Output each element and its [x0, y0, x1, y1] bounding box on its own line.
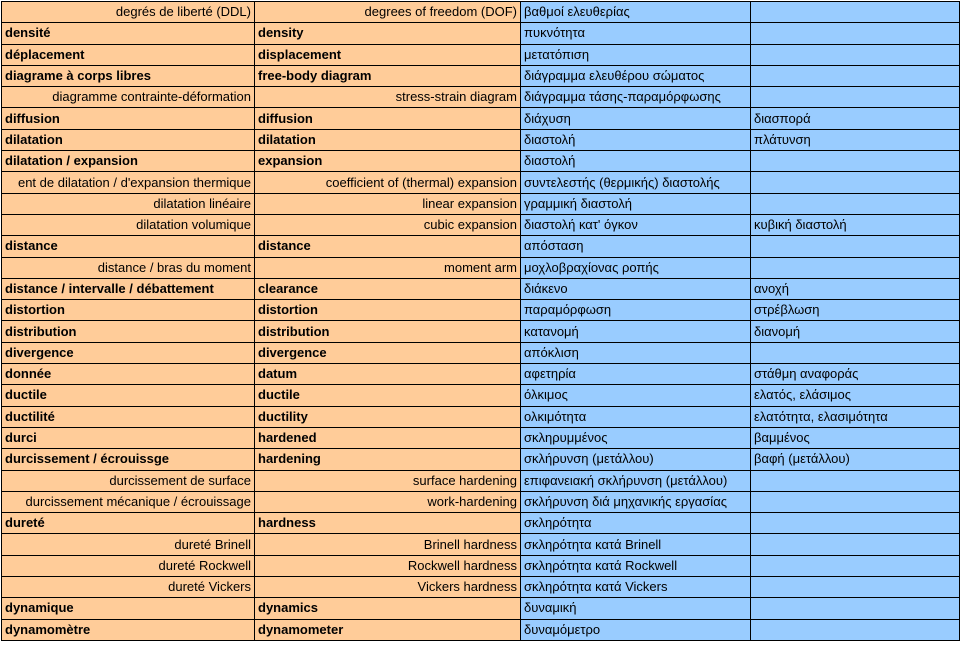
- french-term-cell: densité: [2, 23, 255, 44]
- table-row: [2, 44, 960, 65]
- english-term-cell: hardened: [255, 427, 521, 448]
- table-row: [2, 151, 960, 172]
- greek-term-cell: διάκενο: [521, 278, 751, 299]
- french-term-cell: diffusion: [2, 108, 255, 129]
- french-term-cell: durcissement / écrouissge: [2, 449, 255, 470]
- french-term-cell: dynamique: [2, 598, 255, 619]
- greek-alt-term-cell: [751, 193, 960, 214]
- greek-term-cell: απόκλιση: [521, 342, 751, 363]
- english-term-cell: surface hardening: [255, 470, 521, 491]
- english-term-cell: degrees of freedom (DOF): [255, 2, 521, 23]
- greek-term-cell: σκληρυμμένος: [521, 427, 751, 448]
- greek-term-cell: ολκιμότητα: [521, 406, 751, 427]
- table-row: [2, 278, 960, 299]
- greek-alt-term-cell: [751, 2, 960, 23]
- french-term-cell: dilatation linéaire: [2, 193, 255, 214]
- table-row: [2, 619, 960, 640]
- french-term-cell: divergence: [2, 342, 255, 363]
- greek-alt-term-cell: στάθμη αναφοράς: [751, 364, 960, 385]
- table-row: [2, 129, 960, 150]
- table-row: [2, 513, 960, 534]
- english-term-cell: cubic expansion: [255, 214, 521, 235]
- french-term-cell: distance: [2, 236, 255, 257]
- table-row: [2, 193, 960, 214]
- french-term-cell: distortion: [2, 300, 255, 321]
- english-term-cell: dynamometer: [255, 619, 521, 640]
- greek-alt-term-cell: διανομή: [751, 321, 960, 342]
- greek-term-cell: σκληρότητα: [521, 513, 751, 534]
- greek-alt-term-cell: ελατός, ελάσιμος: [751, 385, 960, 406]
- english-term-cell: work-hardening: [255, 491, 521, 512]
- greek-term-cell: δυναμόμετρο: [521, 619, 751, 640]
- table-row: [2, 577, 960, 598]
- greek-term-cell: διάχυση: [521, 108, 751, 129]
- greek-term-cell: δυναμική: [521, 598, 751, 619]
- greek-term-cell: αφετηρία: [521, 364, 751, 385]
- greek-alt-term-cell: κυβική διαστολή: [751, 214, 960, 235]
- english-term-cell: datum: [255, 364, 521, 385]
- french-term-cell: durci: [2, 427, 255, 448]
- greek-alt-term-cell: [751, 23, 960, 44]
- greek-alt-term-cell: [751, 598, 960, 619]
- english-term-cell: linear expansion: [255, 193, 521, 214]
- english-term-cell: coefficient of (thermal) expansion: [255, 172, 521, 193]
- table-row: [2, 470, 960, 491]
- french-term-cell: durcissement de surface: [2, 470, 255, 491]
- greek-alt-term-cell: ελατότητα, ελασιμότητα: [751, 406, 960, 427]
- french-term-cell: ductilité: [2, 406, 255, 427]
- greek-alt-term-cell: [751, 342, 960, 363]
- greek-alt-term-cell: [751, 44, 960, 65]
- greek-term-cell: μοχλοβραχίονας ροπής: [521, 257, 751, 278]
- greek-term-cell: απόσταση: [521, 236, 751, 257]
- french-term-cell: durcissement mécanique / écrouissage: [2, 491, 255, 512]
- greek-alt-term-cell: [751, 172, 960, 193]
- french-term-cell: donnée: [2, 364, 255, 385]
- table-row: [2, 236, 960, 257]
- table-row: [2, 364, 960, 385]
- french-term-cell: dilatation / expansion: [2, 151, 255, 172]
- glossary-body: [2, 2, 960, 641]
- table-row: [2, 449, 960, 470]
- greek-alt-term-cell: βαφή (μετάλλου): [751, 449, 960, 470]
- french-term-cell: dureté Vickers: [2, 577, 255, 598]
- english-term-cell: divergence: [255, 342, 521, 363]
- greek-term-cell: μετατόπιση: [521, 44, 751, 65]
- greek-term-cell: σκληρότητα κατά Vickers: [521, 577, 751, 598]
- greek-term-cell: όλκιμος: [521, 385, 751, 406]
- french-term-cell: dureté Rockwell: [2, 555, 255, 576]
- french-term-cell: ductile: [2, 385, 255, 406]
- french-term-cell: distance / intervalle / débattement: [2, 278, 255, 299]
- greek-alt-term-cell: διασπορά: [751, 108, 960, 129]
- greek-term-cell: σκλήρυνση (μετάλλου): [521, 449, 751, 470]
- french-term-cell: dilatation volumique: [2, 214, 255, 235]
- english-term-cell: expansion: [255, 151, 521, 172]
- greek-alt-term-cell: [751, 491, 960, 512]
- greek-alt-term-cell: [751, 65, 960, 86]
- french-term-cell: déplacement: [2, 44, 255, 65]
- english-term-cell: moment arm: [255, 257, 521, 278]
- greek-term-cell: πυκνότητα: [521, 23, 751, 44]
- greek-alt-term-cell: [751, 236, 960, 257]
- table-row: [2, 257, 960, 278]
- greek-alt-term-cell: βαμμένος: [751, 427, 960, 448]
- english-term-cell: Rockwell hardness: [255, 555, 521, 576]
- greek-term-cell: βαθμοί ελευθερίας: [521, 2, 751, 23]
- table-row: [2, 427, 960, 448]
- english-term-cell: diffusion: [255, 108, 521, 129]
- table-row: [2, 300, 960, 321]
- english-term-cell: clearance: [255, 278, 521, 299]
- glossary-table: [1, 1, 960, 641]
- greek-term-cell: διαστολή: [521, 129, 751, 150]
- english-term-cell: distance: [255, 236, 521, 257]
- english-term-cell: dilatation: [255, 129, 521, 150]
- greek-alt-term-cell: [751, 534, 960, 555]
- greek-term-cell: διαστολή: [521, 151, 751, 172]
- french-term-cell: dureté: [2, 513, 255, 534]
- greek-term-cell: διάγραμμα ελευθέρου σώματος: [521, 65, 751, 86]
- greek-term-cell: σκληρότητα κατά Brinell: [521, 534, 751, 555]
- english-term-cell: density: [255, 23, 521, 44]
- greek-term-cell: διάγραμμα τάσης-παραμόρφωσης: [521, 87, 751, 108]
- french-term-cell: degrés de liberté (DDL): [2, 2, 255, 23]
- english-term-cell: hardness: [255, 513, 521, 534]
- english-term-cell: ductility: [255, 406, 521, 427]
- table-row: [2, 598, 960, 619]
- greek-term-cell: παραμόρφωση: [521, 300, 751, 321]
- english-term-cell: displacement: [255, 44, 521, 65]
- english-term-cell: Vickers hardness: [255, 577, 521, 598]
- french-term-cell: dureté Brinell: [2, 534, 255, 555]
- english-term-cell: distortion: [255, 300, 521, 321]
- greek-term-cell: συντελεστής (θερμικής) διαστολής: [521, 172, 751, 193]
- table-row: [2, 172, 960, 193]
- greek-term-cell: σκληρότητα κατά Rockwell: [521, 555, 751, 576]
- greek-term-cell: κατανομή: [521, 321, 751, 342]
- table-row: [2, 2, 960, 23]
- greek-alt-term-cell: [751, 257, 960, 278]
- french-term-cell: distribution: [2, 321, 255, 342]
- greek-alt-term-cell: [751, 151, 960, 172]
- greek-term-cell: επιφανειακή σκλήρυνση (μετάλλου): [521, 470, 751, 491]
- table-row: [2, 87, 960, 108]
- greek-alt-term-cell: [751, 619, 960, 640]
- english-term-cell: stress-strain diagram: [255, 87, 521, 108]
- greek-alt-term-cell: στρέβλωση: [751, 300, 960, 321]
- table-row: [2, 214, 960, 235]
- greek-alt-term-cell: πλάτυνση: [751, 129, 960, 150]
- greek-alt-term-cell: [751, 577, 960, 598]
- english-term-cell: distribution: [255, 321, 521, 342]
- greek-alt-term-cell: [751, 555, 960, 576]
- french-term-cell: diagramme contrainte-déformation: [2, 87, 255, 108]
- table-row: [2, 385, 960, 406]
- greek-term-cell: διαστολή κατ' όγκον: [521, 214, 751, 235]
- french-term-cell: distance / bras du moment: [2, 257, 255, 278]
- english-term-cell: free-body diagram: [255, 65, 521, 86]
- table-row: [2, 342, 960, 363]
- table-row: [2, 65, 960, 86]
- table-row: [2, 555, 960, 576]
- english-term-cell: hardening: [255, 449, 521, 470]
- table-row: [2, 534, 960, 555]
- greek-term-cell: γραμμική διαστολή: [521, 193, 751, 214]
- greek-term-cell: σκλήρυνση διά μηχανικής εργασίας: [521, 491, 751, 512]
- french-term-cell: diagrame à corps libres: [2, 65, 255, 86]
- table-row: [2, 108, 960, 129]
- french-term-cell: ent de dilatation / d'expansion thermique: [2, 172, 255, 193]
- table-row: [2, 406, 960, 427]
- english-term-cell: Brinell hardness: [255, 534, 521, 555]
- table-row: [2, 23, 960, 44]
- greek-alt-term-cell: ανοχή: [751, 278, 960, 299]
- greek-alt-term-cell: [751, 513, 960, 534]
- english-term-cell: ductile: [255, 385, 521, 406]
- english-term-cell: dynamics: [255, 598, 521, 619]
- table-row: [2, 491, 960, 512]
- table-row: [2, 321, 960, 342]
- french-term-cell: dilatation: [2, 129, 255, 150]
- greek-alt-term-cell: [751, 470, 960, 491]
- greek-alt-term-cell: [751, 87, 960, 108]
- french-term-cell: dynamomètre: [2, 619, 255, 640]
